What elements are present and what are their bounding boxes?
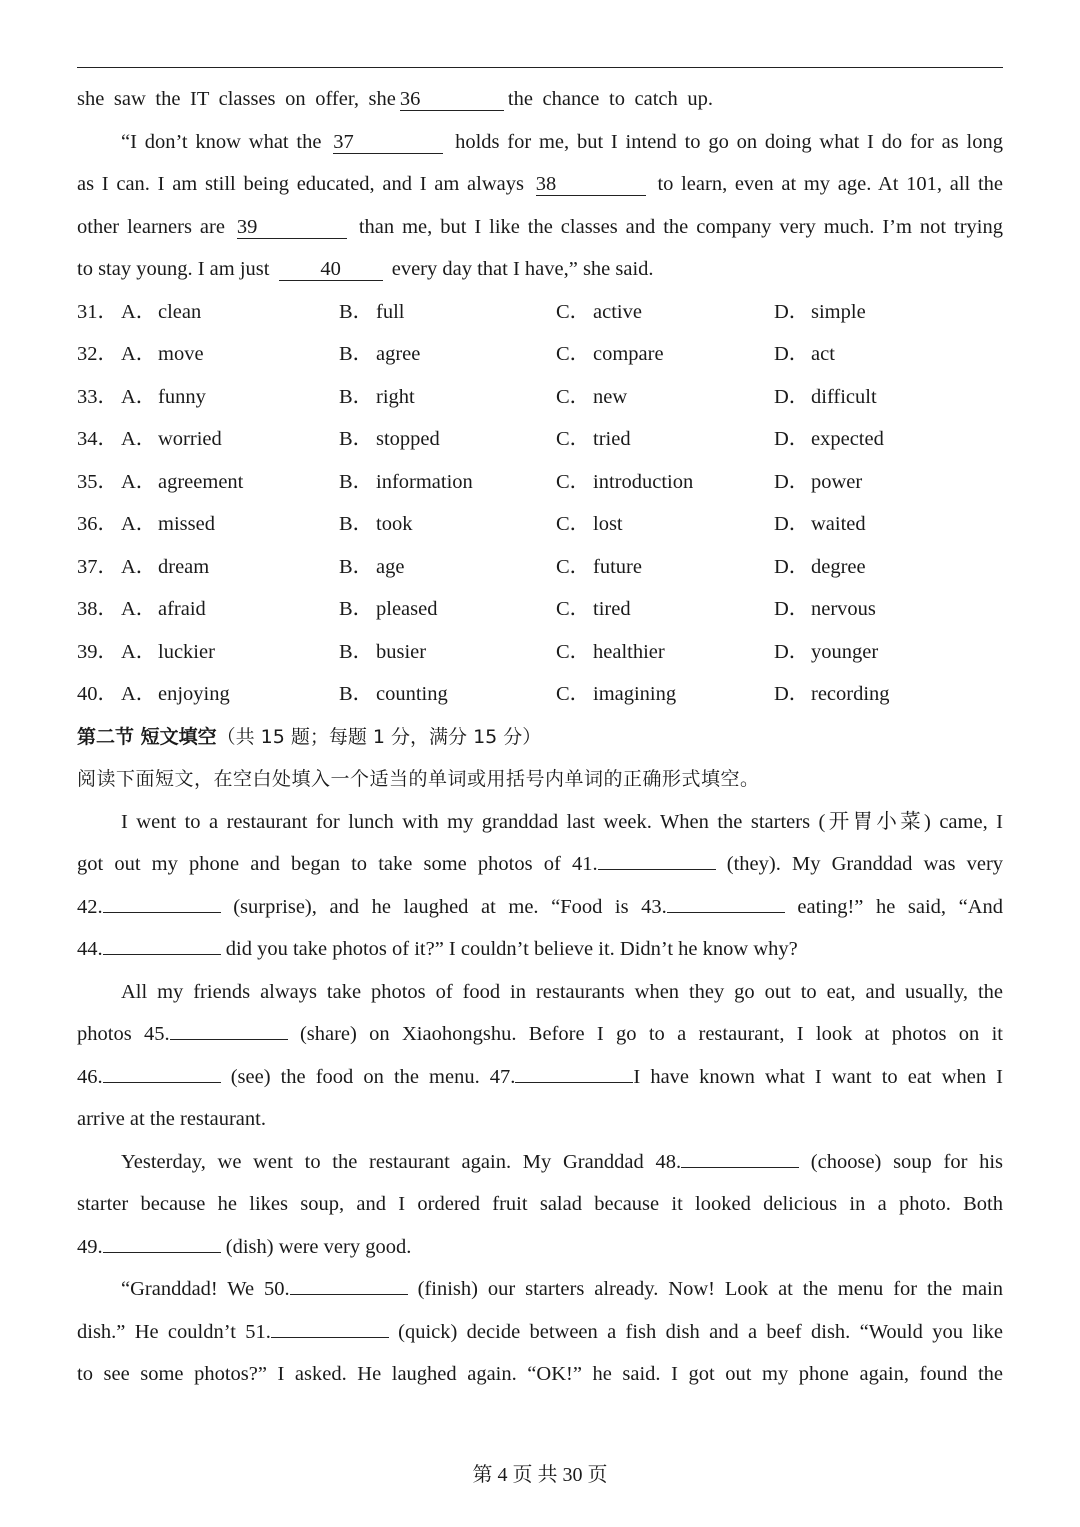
option-a[interactable]: [121, 291, 339, 334]
option-text: simple: [811, 300, 866, 323]
option-b[interactable]: [339, 418, 556, 461]
option-text: counting: [376, 683, 448, 705]
passage-line: photos 45. (share) on Xiaohongshu. Before I go to a restaurant, I look at photos on it: [77, 1023, 1004, 1045]
option-letter: B．: [339, 555, 374, 578]
option-a[interactable]: [121, 503, 339, 546]
option-row: [77, 291, 1003, 334]
option-letter: D．: [774, 683, 810, 705]
option-text: stopped: [376, 428, 440, 450]
option-text: luckier: [158, 640, 215, 663]
option-letter: C．: [556, 598, 591, 620]
option-letter: A．: [121, 428, 157, 450]
blank-43[interactable]: [667, 894, 785, 913]
option-letter: A．: [121, 513, 157, 535]
option-letter: D．: [774, 555, 810, 578]
option-d[interactable]: [774, 376, 1003, 419]
option-b[interactable]: [339, 503, 556, 546]
option-a[interactable]: [121, 461, 339, 504]
option-text: right: [376, 385, 415, 408]
option-letter: D．: [774, 385, 810, 408]
option-d[interactable]: [774, 418, 1003, 461]
option-a[interactable]: [121, 673, 339, 716]
blank-42[interactable]: [103, 894, 221, 913]
option-text: introduction: [593, 470, 694, 493]
passage-line: 42. (surprise), and he laughed at me. “Food is 43. eating!” he said, “And: [77, 895, 1003, 918]
option-a[interactable]: [121, 418, 339, 461]
option-c[interactable]: [556, 588, 774, 631]
passage-line: she saw the IT classes on offer, she 36 the chance to catch up.: [77, 88, 713, 110]
option-text: agreement: [158, 470, 244, 493]
option-d[interactable]: [774, 503, 1003, 546]
option-letter: B．: [339, 300, 374, 323]
passage-line: dish.” He couldn’t 51. (quick) decide between a fish dish and a beef dish. “Would you like: [77, 1320, 1003, 1343]
blank-51[interactable]: [271, 1319, 389, 1338]
option-b[interactable]: [339, 631, 556, 674]
option-c[interactable]: [556, 291, 774, 334]
option-b[interactable]: [339, 333, 556, 376]
passage-line: 44. did you take photos of it?” I couldn’t believe it. Didn’t he know why?: [77, 938, 798, 960]
option-b[interactable]: [339, 461, 556, 504]
option-letter: B．: [339, 343, 374, 365]
blank-36: 36: [400, 88, 504, 111]
blank-44[interactable]: [103, 936, 221, 955]
option-row: [77, 503, 1003, 546]
option-text: new: [593, 385, 628, 408]
option-d[interactable]: [774, 461, 1003, 504]
passage-line: 46. (see) the food on the menu. 47. I have known what I want to eat when I: [77, 1065, 1003, 1088]
blank-47[interactable]: [515, 1064, 633, 1083]
blank-48[interactable]: [681, 1149, 799, 1168]
option-a[interactable]: [121, 376, 339, 419]
option-letter: D．: [774, 513, 810, 535]
option-text: active: [593, 300, 642, 323]
option-c[interactable]: [556, 418, 774, 461]
passage-line: 49. (dish) were very good.: [77, 1235, 412, 1258]
passage-line: I went to a restaurant for lunch with my granddad last week. When the starters (开胃小菜) came, I: [121, 810, 1003, 833]
option-a[interactable]: [121, 588, 339, 631]
option-letter: B．: [339, 428, 374, 450]
section-heading: 第二节 短文填空（共 15 题；每题 1 分，满分 15 分）: [77, 725, 542, 748]
option-letter: A．: [121, 300, 157, 323]
option-row: [77, 673, 1003, 716]
option-row: [77, 631, 1003, 674]
option-letter: A．: [121, 343, 157, 365]
option-text: degree: [811, 555, 866, 578]
option-letter: B．: [339, 640, 374, 663]
option-letter: B．: [339, 385, 374, 408]
question-number: 36．: [77, 513, 118, 535]
option-letter: C．: [556, 470, 591, 493]
blank-50[interactable]: [290, 1276, 408, 1295]
blank-39: 39: [237, 216, 347, 239]
option-c[interactable]: [556, 673, 774, 716]
option-text: lost: [593, 513, 623, 535]
options-list: [77, 291, 1003, 716]
passage-line: other learners are 39 than me, but I like the classes and the company very much. I’m not trying: [77, 215, 1003, 238]
option-letter: D．: [774, 598, 810, 620]
header-rule: [77, 67, 1003, 68]
option-row: [77, 333, 1003, 376]
blank-38: 38: [536, 173, 646, 196]
option-letter: A．: [121, 598, 157, 620]
option-letter: C．: [556, 300, 591, 323]
question-number: 37．: [77, 555, 118, 578]
question-number: 33．: [77, 385, 118, 408]
option-text: full: [376, 300, 405, 323]
option-d[interactable]: [774, 333, 1003, 376]
option-b[interactable]: [339, 546, 556, 589]
blank-45[interactable]: [170, 1021, 288, 1040]
option-text: agree: [376, 343, 421, 365]
option-letter: D．: [774, 300, 810, 323]
blank-37: 37: [333, 131, 443, 154]
option-text: afraid: [158, 598, 206, 620]
option-text: healthier: [593, 640, 665, 663]
option-d[interactable]: [774, 291, 1003, 334]
option-row: [77, 588, 1003, 631]
option-text: power: [811, 470, 863, 493]
passage-line: arrive at the restaurant.: [77, 1108, 266, 1130]
question-number: 39．: [77, 640, 118, 663]
option-letter: A．: [121, 640, 157, 663]
option-letter: D．: [774, 640, 810, 663]
blank-40: 40: [279, 258, 383, 281]
option-letter: A．: [121, 470, 157, 493]
passage-line: Yesterday, we went to the restaurant again. My Granddad 48. (choose) soup for his: [121, 1150, 1004, 1173]
question-number: 35．: [77, 470, 118, 493]
option-letter: C．: [556, 683, 591, 705]
option-b[interactable]: [339, 588, 556, 631]
question-number: 32．: [77, 343, 118, 365]
option-text: difficult: [811, 385, 877, 408]
option-letter: B．: [339, 598, 374, 620]
option-text: waited: [811, 513, 866, 535]
question-number: 34．: [77, 428, 118, 450]
instruction: 阅读下面短文，在空白处填入一个适当的单词或用括号内单词的正确形式填空。: [77, 768, 760, 790]
option-row: [77, 418, 1003, 461]
blank-46[interactable]: [103, 1064, 221, 1083]
option-d[interactable]: [774, 673, 1003, 716]
passage-line: to stay young. I am just 40 every day that I have,” she said.: [77, 258, 654, 280]
page-content: [77, 78, 1003, 1396]
option-letter: A．: [121, 683, 157, 705]
option-c[interactable]: [556, 376, 774, 419]
blank-41[interactable]: [598, 851, 716, 870]
option-text: act: [811, 343, 835, 365]
option-text: worried: [158, 428, 222, 450]
option-letter: D．: [774, 428, 810, 450]
option-letter: C．: [556, 428, 591, 450]
passage-line: as I can. I am still being educated, and I am always 38 to learn, even at my age. At 101, all the: [77, 173, 1004, 195]
option-letter: B．: [339, 513, 374, 535]
question-number: 40．: [77, 683, 118, 705]
option-letter: C．: [556, 385, 591, 408]
option-text: tried: [593, 428, 631, 450]
option-letter: C．: [556, 513, 591, 535]
option-c[interactable]: [556, 503, 774, 546]
option-row: [77, 376, 1003, 419]
option-row: [77, 461, 1003, 504]
question-number: 31．: [77, 300, 118, 323]
passage-line: to see some photos?” I asked. He laughed again. “OK!” he said. I got out my phone again, found the: [77, 1363, 1003, 1385]
option-text: tired: [593, 598, 631, 620]
option-letter: C．: [556, 640, 591, 663]
option-text: age: [376, 555, 405, 578]
option-letter: C．: [556, 343, 591, 365]
option-a[interactable]: [121, 631, 339, 674]
option-letter: A．: [121, 385, 157, 408]
option-letter: D．: [774, 343, 810, 365]
option-text: compare: [593, 343, 664, 365]
option-text: expected: [811, 428, 884, 450]
option-text: enjoying: [158, 683, 230, 705]
option-a[interactable]: [121, 546, 339, 589]
option-text: funny: [158, 385, 206, 408]
option-text: recording: [811, 683, 890, 705]
option-a[interactable]: [121, 333, 339, 376]
option-d[interactable]: [774, 631, 1003, 674]
option-text: pleased: [376, 598, 438, 620]
passage-line: got out my phone and began to take some photos of 41. (they). My Granddad was very: [77, 853, 1004, 875]
option-text: missed: [158, 513, 215, 535]
option-text: busier: [376, 640, 427, 663]
option-text: younger: [811, 640, 879, 663]
option-d[interactable]: [774, 546, 1003, 589]
option-text: imagining: [593, 683, 677, 705]
option-c[interactable]: [556, 461, 774, 504]
option-letter: A．: [121, 555, 157, 578]
option-text: move: [158, 343, 204, 365]
option-letter: D．: [774, 470, 810, 493]
option-letter: B．: [339, 470, 374, 493]
option-c[interactable]: [556, 631, 774, 674]
option-text: took: [376, 513, 413, 535]
option-letter: C．: [556, 555, 591, 578]
option-d[interactable]: [774, 588, 1003, 631]
question-number: 38．: [77, 598, 118, 620]
option-letter: B．: [339, 683, 374, 705]
option-text: information: [376, 470, 473, 493]
blank-49[interactable]: [103, 1234, 221, 1253]
option-text: dream: [158, 555, 210, 578]
passage-line: “Granddad! We 50. (finish) our starters already. Now! Look at the menu for the main: [121, 1278, 1003, 1300]
option-text: nervous: [811, 598, 876, 620]
option-b[interactable]: [339, 673, 556, 716]
option-b[interactable]: [339, 291, 556, 334]
option-b[interactable]: [339, 376, 556, 419]
option-c[interactable]: [556, 546, 774, 589]
passage-line: “I don’t know what the 37 holds for me, but I intend to go on doing what I do for as long: [121, 130, 1003, 153]
option-text: future: [593, 555, 642, 578]
page-footer: 第 4 页 共 30 页: [472, 1464, 608, 1486]
passage-line: starter because he likes soup, and I ordered fruit salad because it looked delicious in a photo. Both: [77, 1193, 1003, 1215]
passage-line: All my friends always take photos of food in restaurants when they go out to eat, and usually, the: [121, 980, 1003, 1003]
option-text: clean: [158, 300, 202, 323]
option-c[interactable]: [556, 333, 774, 376]
option-row: [77, 546, 1003, 589]
